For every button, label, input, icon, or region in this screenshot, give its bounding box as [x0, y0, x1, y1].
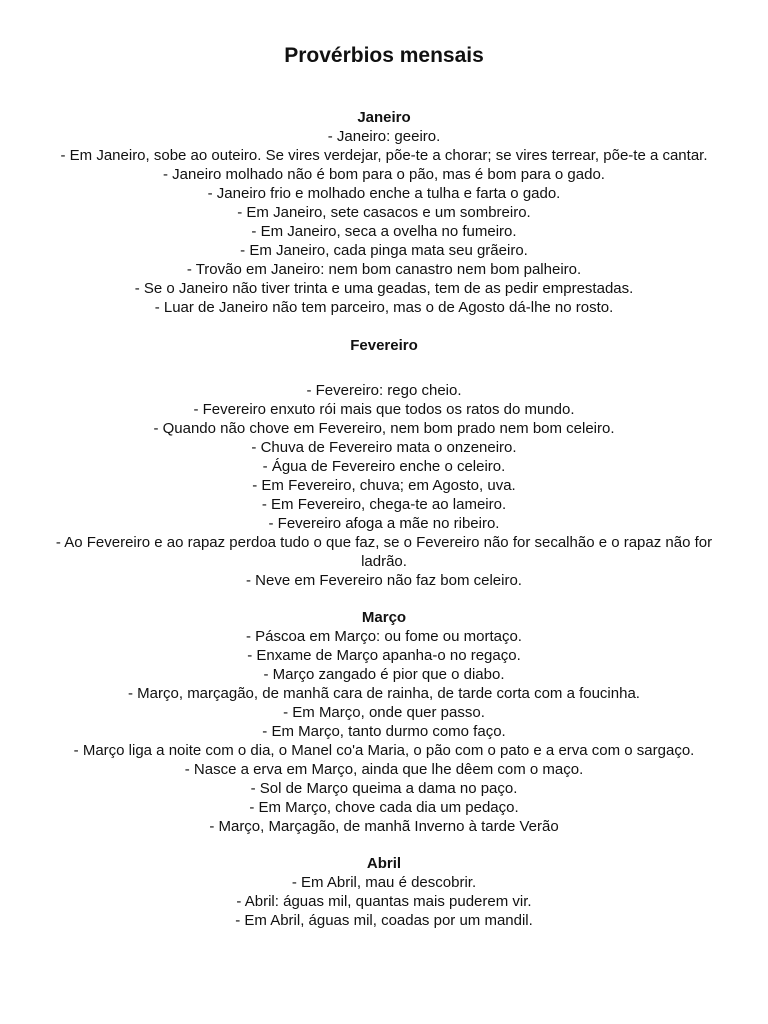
proverb-line: - Em Janeiro, sete casacos e um sombreiro. — [237, 204, 531, 221]
month-section-abril — [0, 854, 768, 930]
proverb-line: - Fevereiro: rego cheio. — [306, 382, 462, 399]
proverb-line: - Janeiro frio e molhado enche a tulha e farta o gado. — [207, 185, 561, 202]
proverb-list — [0, 381, 768, 590]
proverb-line: - Sol de Março queima a dama no paço. — [250, 780, 518, 797]
proverb-line: - Fevereiro afoga a mãe no ribeiro. — [268, 515, 500, 532]
proverb-line: - Nasce a erva em Março, ainda que lhe dêem com o maço. — [184, 761, 584, 778]
proverb-line: - Em Janeiro, seca a ovelha no fumeiro. — [251, 223, 517, 240]
proverb-line: - Abril: águas mil, quantas mais puderem vir. — [236, 893, 532, 910]
proverb-line: - Março, marçagão, de manhã cara de rainha, de tarde corta com a foucinha. — [128, 685, 640, 702]
month-heading: Janeiro — [357, 109, 411, 126]
proverb-line: - Páscoa em Março: ou fome ou mortaço. — [246, 628, 522, 645]
proverb-line: - Janeiro molhado não é bom para o pão, mas é bom para o gado. — [163, 166, 605, 183]
proverb-list — [0, 873, 768, 930]
proverb-line: - Chuva de Fevereiro mata o onzeneiro. — [251, 439, 517, 456]
proverb-line: - Neve em Fevereiro não faz bom celeiro. — [246, 572, 522, 589]
month-section-marco — [0, 608, 768, 836]
proverb-line: - Em Março, chove cada dia um pedaço. — [249, 799, 519, 816]
proverb-line: - Março zangado é pior que o diabo. — [263, 666, 505, 683]
proverb-line: - Em Janeiro, cada pinga mata seu grãeiro. — [240, 242, 528, 259]
document-title: Provérbios mensais — [284, 44, 484, 67]
proverb-line: - Em Abril, mau é descobrir. — [291, 874, 477, 891]
proverb-line: - Quando não chove em Fevereiro, nem bom prado nem bom celeiro. — [153, 420, 615, 437]
proverb-line: - Em Fevereiro, chega-te ao lameiro. — [261, 496, 507, 513]
proverb-line: - Água de Fevereiro enche o celeiro. — [262, 458, 506, 475]
proverb-line: - Em Março, onde quer passo. — [283, 704, 485, 721]
proverb-line: - Luar de Janeiro não tem parceiro, mas o de Agosto dá-lhe no rosto. — [154, 299, 614, 316]
proverb-line: - Março, Marçagão, de manhã Inverno à tarde Verão — [209, 818, 559, 835]
proverb-line: - Ao Fevereiro e ao rapaz perdoa tudo o que faz, se o Fevereiro não for secalhão e o rapaz não for ladrão. — [55, 534, 713, 570]
proverb-line: - Em Abril, águas mil, coadas por um mandil. — [235, 912, 533, 929]
proverb-list — [0, 127, 768, 317]
month-heading: Março — [361, 609, 407, 626]
month-heading: Fevereiro — [350, 337, 418, 354]
proverb-line: - Enxame de Março apanha-o no regaço. — [247, 647, 521, 664]
proverb-line: - Trovão em Janeiro: nem bom canastro nem bom palheiro. — [186, 261, 582, 278]
month-heading: Abril — [366, 855, 402, 872]
proverb-line: - Fevereiro enxuto rói mais que todos os ratos do mundo. — [193, 401, 575, 418]
month-section-janeiro — [0, 108, 768, 317]
proverb-line: - Janeiro: geeiro. — [327, 128, 441, 145]
proverb-line: - Se o Janeiro não tiver trinta e uma geadas, tem de as pedir emprestadas. — [134, 280, 634, 297]
proverb-line: - Em Janeiro, sobe ao outeiro. Se vires verdejar, põe-te a chorar; se vires terrear, põe-te a cantar. — [60, 147, 708, 164]
proverb-list — [0, 627, 768, 836]
proverb-line: - Março liga a noite com o dia, o Manel co'a Maria, o pão com o pato e a erva com o sargaço. — [73, 742, 695, 759]
proverb-line: - Em Fevereiro, chuva; em Agosto, uva. — [252, 477, 516, 494]
proverb-line: - Em Março, tanto durmo como faço. — [262, 723, 506, 740]
month-section-fevereiro — [0, 336, 768, 590]
